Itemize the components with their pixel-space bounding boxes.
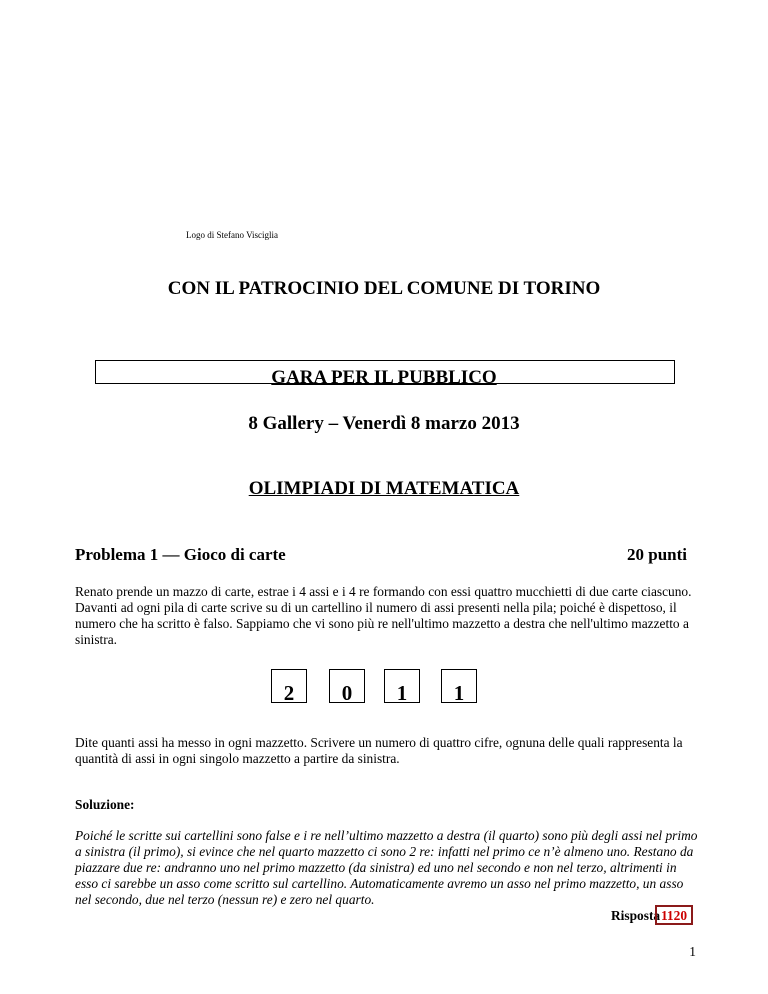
banner-title: GARA PER IL PUBBLICO: [271, 367, 497, 388]
logo-caption: Logo di Stefano Visciglia: [186, 230, 279, 240]
problem-title: Problema 1 — Gioco di carte: [75, 545, 286, 564]
olympiad-title: OLIMPIADI DI MATEMATICA: [248, 478, 520, 499]
card-label-3: 1: [384, 669, 420, 703]
card-label-1: 2: [271, 669, 307, 703]
patronage-heading: CON IL PATROCINIO DEL COMUNE DI TORINO: [167, 278, 601, 299]
event-line: 8 Gallery – Venerdì 8 marzo 2013: [248, 413, 520, 434]
card-label-4: 1: [441, 669, 477, 703]
solution-label: Soluzione:: [75, 797, 135, 812]
page-number: 1: [689, 944, 696, 959]
problem-points: 20 punti: [627, 545, 687, 564]
card-row: [0, 669, 768, 705]
solution-text: Poiché le scritte sui cartellini sono false e i re nell’ultimo mazzetto a destra (il quarto) sono più degli assi nel primo a sinistra (il primo), si evince che nel quarto mazzetto ci sono 2 re: infatti nel primo ce n’è almeno uno. Restano da piazzare due re: andranno uno nel primo mazzetto (da sinistra) ed uno nel secondo e non nel terzo, altrimenti in esso ci sarebbe un asso come scritto sul cartellino. Automaticamente avremo un asso nel primo mazzetto, un asso nel secondo, due nel terzo (nessun re) e zero nel quarto.: [75, 828, 698, 907]
answer-label: Risposta: [611, 908, 661, 923]
problem-text: Renato prende un mazzo di carte, estrae i 4 assi e i 4 re formando con essi quattro mucchietti di due carte ciascuno. Davanti ad ogni pila di carte scrive su di un cartellino il numero di assi presenti nella pila; poiché è dispettoso, il numero che ha scritto è falso. Sappiamo che vi sono più re nell'ultimo mazzetto a destra che nell'ultimo mazzetto a sinistra.: [75, 584, 692, 647]
answer-value: 1120: [655, 905, 693, 925]
card-label-2: 0: [329, 669, 365, 703]
question-text: Dite quanti assi ha messo in ogni mazzetto. Scrivere un numero di quattro cifre, ognuna delle quali rappresenta la quantità di assi in ogni singolo mazzetto a partire da sinistra.: [75, 735, 683, 766]
